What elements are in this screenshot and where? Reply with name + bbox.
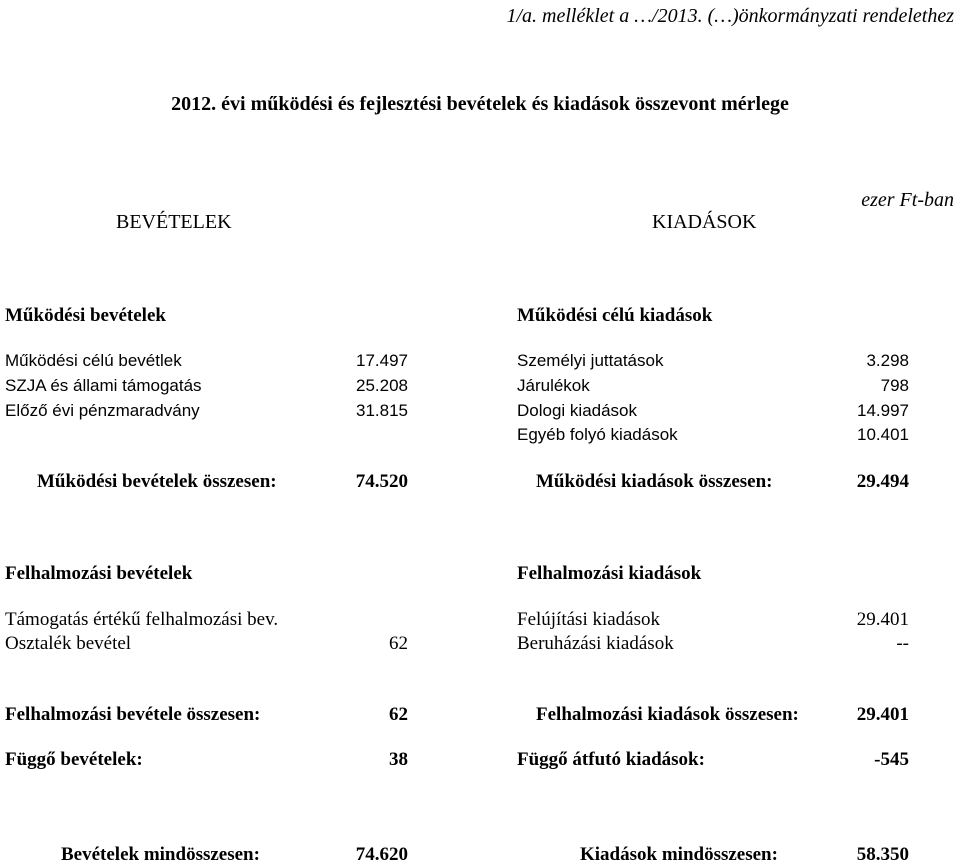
operating-expense-total-label: Működési kiadások összesen:: [536, 471, 773, 492]
expense-column-heading: KIADÁSOK: [652, 211, 757, 233]
expense-row-label: Egyéb folyó kiadások: [517, 425, 678, 444]
capital-revenue-total-label: Felhalmozási bevétele összesen:: [5, 704, 261, 725]
header-note: 1/a. melléklet a …/2013. (…)önkormányzati rendelethez: [506, 5, 954, 27]
operating-revenue-total-label: Működési bevételek összesen:: [37, 471, 277, 492]
revenue-row-label: SZJA és állami támogatás: [5, 376, 202, 395]
expense-row-label: Járulékok: [517, 376, 590, 395]
capital-expense-total-value: 29.401: [856, 704, 909, 725]
expense-row-value: 3.298: [866, 351, 909, 370]
operating-revenue-heading: Működési bevételek: [5, 305, 166, 326]
expense-row-label: Személyi juttatások: [517, 351, 664, 370]
capital-expense-row-value: --: [896, 633, 909, 654]
capital-expense-row-label: Beruházási kiadások: [517, 633, 674, 654]
capital-expense-row-value: 29.401: [856, 609, 909, 630]
grand-expense-total-value: 58.350: [856, 844, 909, 865]
capital-expense-total-label: Felhalmozási kiadások összesen:: [536, 704, 799, 725]
capital-revenue-row-label: Támogatás értékű felhalmozási bev.: [5, 609, 279, 630]
expense-row-value: 798: [880, 376, 909, 395]
page-title: 2012. évi működési és fejlesztési bevételek és kiadások összevont mérlege: [171, 93, 789, 115]
capital-revenue-heading: Felhalmozási bevételek: [5, 563, 193, 584]
operating-expense-heading: Működési célú kiadások: [517, 305, 713, 326]
operating-revenue-total-value: 74.520: [355, 471, 408, 492]
operating-expense-total-value: 29.494: [856, 471, 909, 492]
grand-revenue-total-value: 74.620: [355, 844, 408, 865]
capital-revenue-row-label: Osztalék bevétel: [5, 633, 132, 654]
pending-expense-label: Függő átfutó kiadások:: [517, 749, 705, 770]
capital-revenue-row-value: 62: [389, 633, 408, 654]
revenue-row-label: Előző évi pénzmaradvány: [5, 401, 200, 420]
capital-revenue-total-value: 62: [389, 704, 408, 725]
pending-revenue-label: Függő bevételek:: [5, 749, 143, 770]
revenue-row-value: 31.815: [356, 401, 408, 420]
capital-expense-row-label: Felújítási kiadások: [517, 609, 661, 630]
pending-expense-value: -545: [874, 749, 909, 770]
unit-label: ezer Ft-ban: [861, 189, 954, 211]
grand-revenue-total-label: Bevételek mindösszesen:: [61, 844, 260, 865]
grand-expense-total-label: Kiadások mindösszesen:: [580, 844, 778, 865]
expense-row-value: 10.401: [857, 425, 909, 444]
pending-revenue-value: 38: [389, 749, 408, 770]
expense-row-value: 14.997: [857, 401, 909, 420]
revenue-row-label: Működési célú bevétlek: [5, 351, 182, 370]
revenue-column-heading: BEVÉTELEK: [116, 211, 232, 233]
capital-expense-heading: Felhalmozási kiadások: [517, 563, 702, 584]
revenue-row-value: 25.208: [356, 376, 408, 395]
revenue-row-value: 17.497: [356, 351, 408, 370]
expense-row-label: Dologi kiadások: [517, 401, 638, 420]
